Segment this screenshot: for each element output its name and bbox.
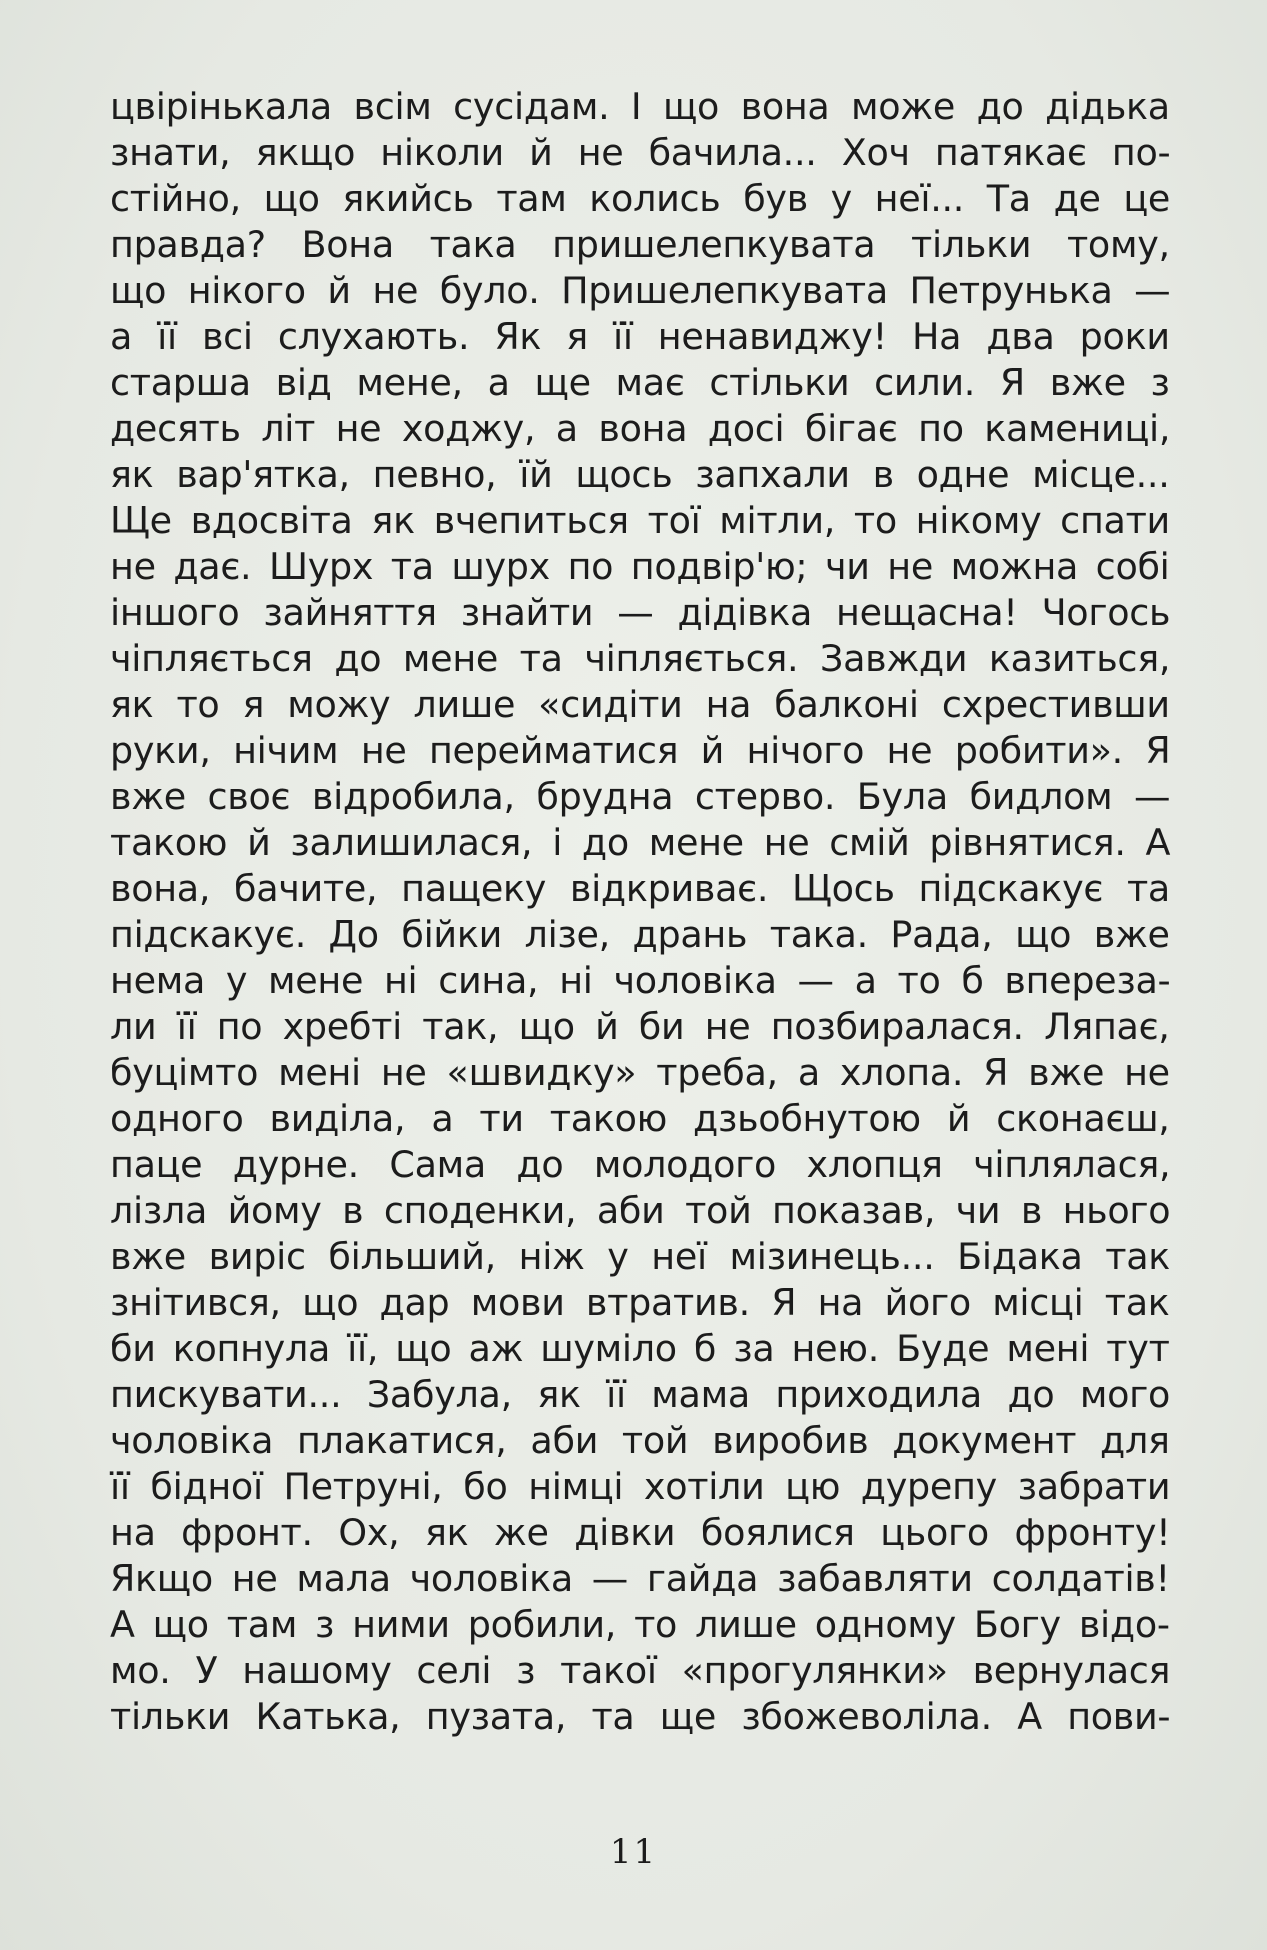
text-line: нема у мене ні сина, ні чоловіка — а то б впереза- bbox=[110, 959, 1171, 1002]
text-line: підскакує. До бійки лізе, дрань така. Рада, що вже bbox=[110, 913, 1170, 956]
text-line: іншого зайняття знайти — дідівка нещасна! Чогось bbox=[110, 591, 1171, 634]
text-line: пискувати... Забула, як її мама приходила до мого bbox=[110, 1373, 1171, 1416]
text-line: вже своє відробила, брудна стерво. Була бидлом — bbox=[110, 775, 1171, 818]
text-line: руки, нічим не перейматися й нічого не робити». Я bbox=[110, 729, 1171, 772]
text-line: а її всі слухають. Як я її ненавиджу! На два роки bbox=[110, 315, 1170, 358]
text-line: такою й залишилася, і до мене не смій рівнятися. А bbox=[110, 821, 1171, 864]
text-line: на фронт. Ох, як же дівки боялися цього фронту! bbox=[110, 1511, 1171, 1554]
text-line: Ще вдосвіта як вчепиться тої мітли, то нікому спати bbox=[110, 499, 1170, 542]
body-text bbox=[110, 84, 1170, 1740]
text-line: А що там з ними робили, то лише одному Богу відо- bbox=[110, 1603, 1170, 1646]
text-line: одного виділа, а ти такою дзьобнутою й сконаєш, bbox=[110, 1097, 1170, 1140]
text-line: знітився, що дар мови втратив. Я на його місці так bbox=[110, 1281, 1170, 1324]
text-line: тільки Катька, пузата, та ще збожеволіла. А пови- bbox=[110, 1695, 1171, 1738]
text-line: як вар'ятка, певно, їй щось запхали в одне місце... bbox=[110, 453, 1170, 496]
text-line: буцімто мені не «швидку» треба, а хлопа. Я вже не bbox=[110, 1051, 1170, 1094]
text-line: вона, бачите, пащеку відкриває. Щось підскакує та bbox=[110, 867, 1170, 910]
text-line: старша від мене, а ще має стільки сили. Я вже з bbox=[110, 361, 1170, 404]
text-line: чоловіка плакатися, аби той виробив документ для bbox=[110, 1419, 1170, 1462]
text-line: її бідної Петруні, бо німці хотіли цю дурепу забрати bbox=[110, 1465, 1171, 1508]
text-line: не дає. Шурх та шурх по подвір'ю; чи не можна собі bbox=[110, 545, 1170, 588]
text-line: правда? Вона така пришелепкувата тільки тому, bbox=[110, 223, 1170, 266]
page-number: 11 bbox=[609, 1832, 658, 1872]
text-line: паце дурне. Сама до молодого хлопця чіплялася, bbox=[110, 1143, 1171, 1186]
text-line: ли її по хребті так, що й би не позбиралася. Ляпає, bbox=[110, 1005, 1170, 1048]
text-line: цвірінькала всім сусідам. І що вона може до дідька bbox=[110, 85, 1170, 128]
text-line: Якщо не мала чоловіка — гайда забавляти солдатів! bbox=[110, 1557, 1170, 1600]
text-line: чіпляється до мене та чіпляється. Завжди казиться, bbox=[110, 637, 1171, 680]
text-line: як то я можу лише «сидіти на балконі схрестивши bbox=[110, 683, 1170, 726]
text-line: мо. У нашому селі з такої «прогулянки» вернулася bbox=[110, 1649, 1171, 1692]
text-line: що нікого й не було. Пришелепкувата Петрунька — bbox=[110, 269, 1171, 312]
text-line: знати, якщо ніколи й не бачила... Хоч патякає по- bbox=[110, 131, 1171, 174]
text-line: вже виріс більший, ніж у неї мізинець... Бідака так bbox=[110, 1235, 1171, 1278]
text-line: лізла йому в споденки, аби той показав, чи в нього bbox=[110, 1189, 1171, 1232]
text-line: десять літ не ходжу, а вона досі бігає по камениці, bbox=[110, 407, 1171, 450]
text-line: стійно, що якийсь там колись був у неї... Та де це bbox=[110, 177, 1171, 220]
text-line: би копнула її, що аж шуміло б за нею. Буде мені тут bbox=[110, 1327, 1170, 1370]
